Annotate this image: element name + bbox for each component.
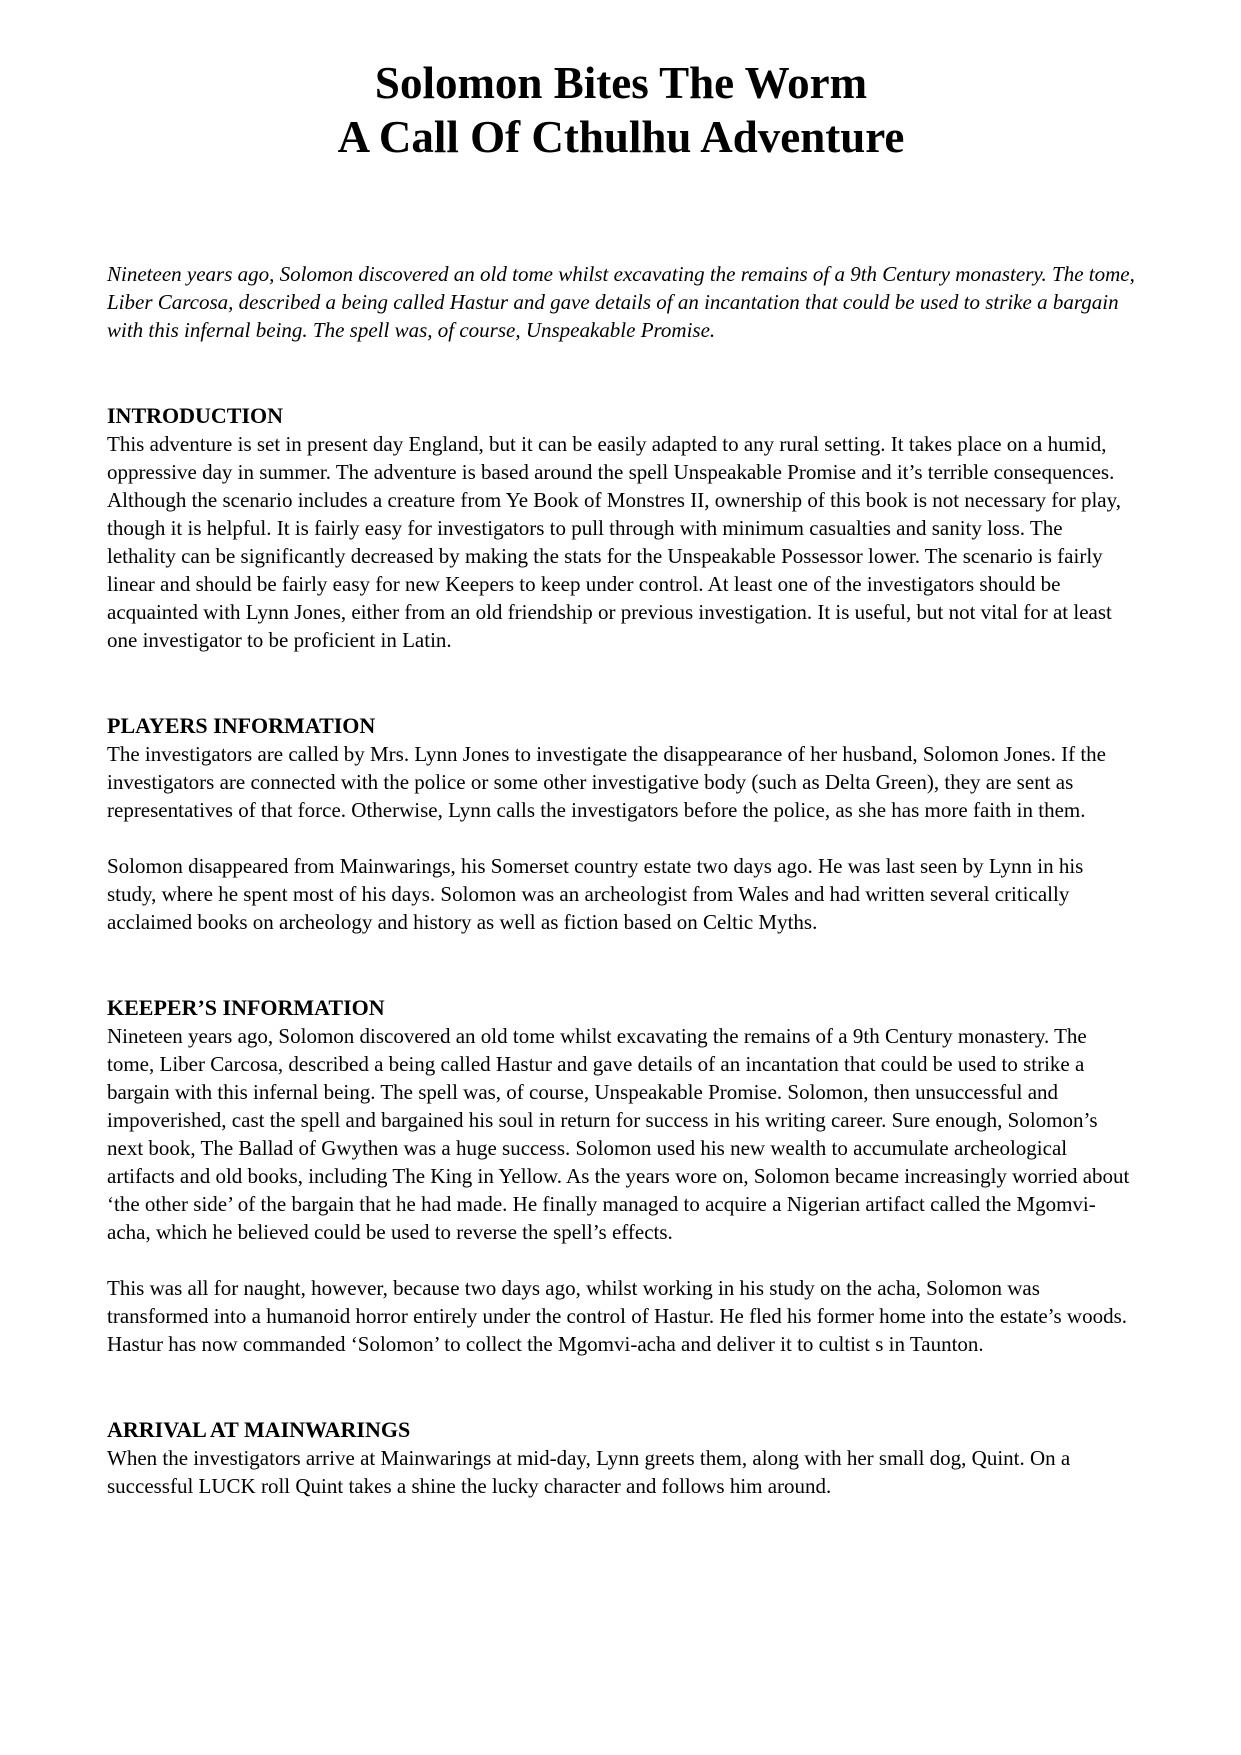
paragraph: Solomon disappeared from Mainwarings, his Somerset country estate two days ago. He was last seen by Lynn in his study, where he spent most of his days. Solomon was an archeologist from Wales and had written several critically acclaimed books on archeology and history as well as fiction based on Celtic Myths. <box>107 854 1084 934</box>
section-keepers-information <box>107 994 1135 1358</box>
paragraph: When the investigators arrive at Mainwarings at mid-day, Lynn greets them, along with her small dog, Quint. On a successful LUCK roll Quint takes a shine the lucky character and follows him around. <box>107 1446 1071 1498</box>
title-line-2: A Call Of Cthulhu Adventure <box>337 112 905 162</box>
paragraph: Nineteen years ago, Solomon discovered an old tome whilst excavating the remains of a 9th Century monastery. The tome, Liber Carcosa, described a being called Hastur and gave details of an incantation that could be used to strike a bargain with this infernal being. The spell was, of course, Unspeakable Promise. Solomon, then unsuccessful and impoverished, cast the spell and bargained his soul in return for success in his writing career. Sure enough, Solomon’s next book, The Ballad of Gwythen was a huge success. Solomon used his new wealth to accumulate archeological artifacts and old books, including The King in Yellow. As the years wore on, Solomon became increasingly worried about ‘the other side’ of the bargain that he had made. He finally managed to acquire a Nigerian artifact called the Mgomvi-acha, which he believed could be used to reverse the spell’s effects. <box>107 1024 1130 1244</box>
section-heading-players-information: PLAYERS INFORMATION <box>107 713 376 738</box>
section-introduction <box>107 402 1135 654</box>
section-heading-introduction: INTRODUCTION <box>107 403 284 428</box>
section-heading-keepers-information: KEEPER’S INFORMATION <box>107 995 385 1020</box>
section-players-information <box>107 712 1135 936</box>
section-arrival-at-mainwarings <box>107 1416 1135 1500</box>
document-title <box>107 56 1135 164</box>
paragraph: This adventure is set in present day England, but it can be easily adapted to any rural setting. It takes place on a humid, oppressive day in summer. The adventure is based around the spell Unspeakable Promise and it’s terrible consequences. Although the scenario includes a creature from Ye Book of Monstres II, ownership of this book is not necessary for play, though it is helpful. It is fairly easy for investigators to pull through with minimum casualties and sanity loss. The lethality can be significantly decreased by making the stats for the Unspeakable Possessor lower. The scenario is fairly linear and should be fairly easy for new Keepers to keep under control. At least one of the investigators should be acquainted with Lynn Jones, either from an old friendship or previous investigation. It is useful, but not vital for at least one investigator to be proficient in Latin. <box>107 432 1121 652</box>
title-line-1: Solomon Bites The Worm <box>374 58 868 108</box>
lead-italic-paragraph: Nineteen years ago, Solomon discovered an old tome whilst excavating the remains of a 9th Century monastery. The tome, Liber Carcosa, described a being called Hastur and gave details of an incantation that could be used to strike a bargain with this infernal being. The spell was, of course, Unspeakable Promise. <box>107 262 1135 342</box>
section-heading-arrival-at-mainwarings: ARRIVAL AT MAINWARINGS <box>107 1417 411 1442</box>
paragraph: The investigators are called by Mrs. Lynn Jones to investigate the disappearance of her husband, Solomon Jones. If the investigators are connected with the police or some other investigative body (such as Delta Green), they are sent as representatives of that force. Otherwise, Lynn calls the investigators before the police, as she has more faith in them. <box>107 742 1106 822</box>
paragraph: This was all for naught, however, because two days ago, whilst working in his study on the acha, Solomon was transformed into a humanoid horror entirely under the control of Hastur. He fled his former home into the estate’s woods. Hastur has now commanded ‘Solomon’ to collect the Mgomvi-acha and deliver it to cultist s in Taunton. <box>107 1276 1127 1356</box>
